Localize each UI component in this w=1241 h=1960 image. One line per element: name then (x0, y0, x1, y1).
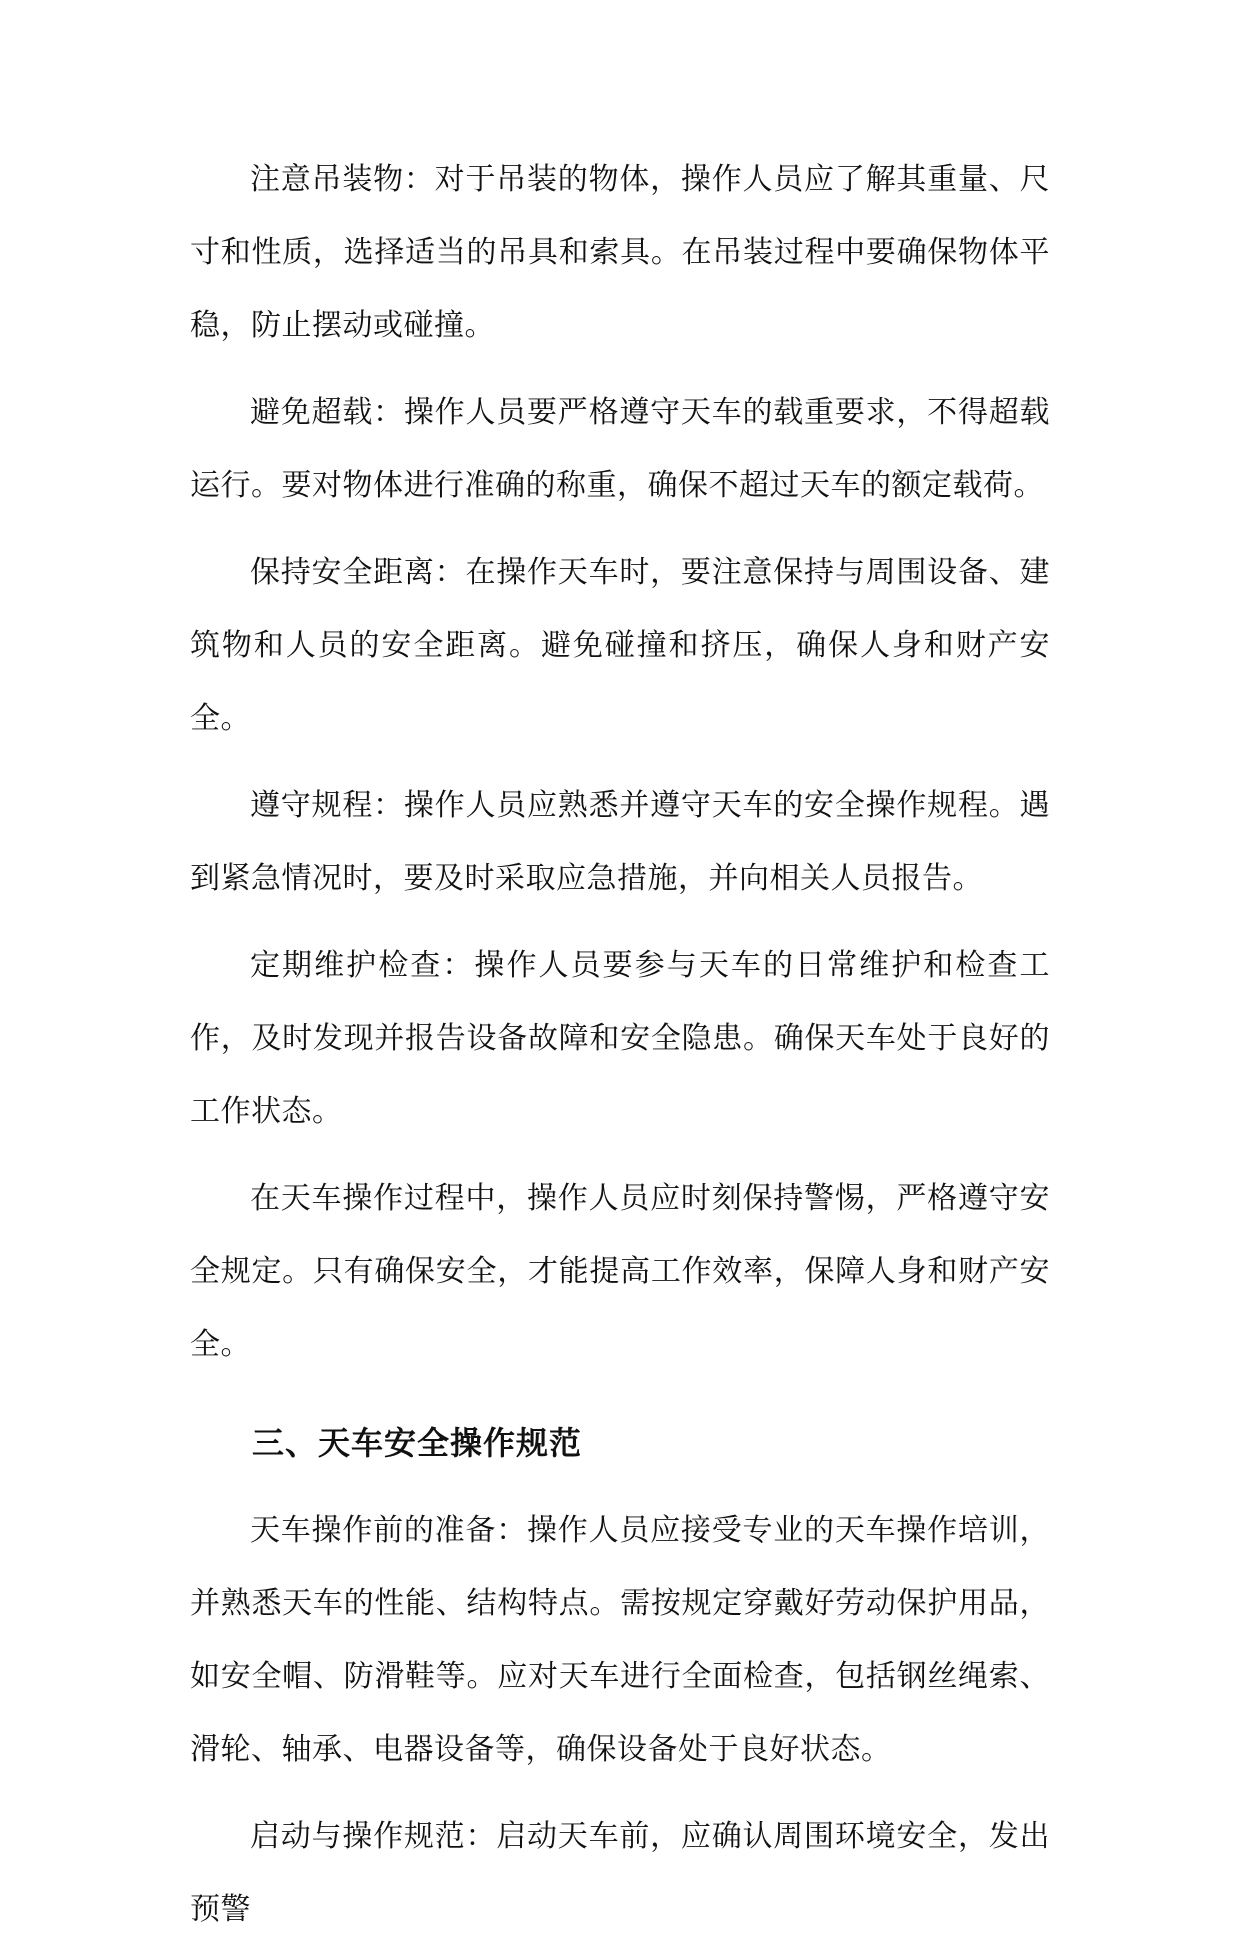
paragraph-avoid-overload: 避免超载：操作人员要严格遵守天车的载重要求，不得超载运行。要对物体进行准确的称重，确保不超过天车的额定载荷。 (190, 395, 1050, 503)
document-body (190, 143, 1050, 1960)
section-heading: 三、天车安全操作规范 (252, 1424, 583, 1462)
paragraph-summary: 在天车操作过程中，操作人员应时刻保持警惕，严格遵守安全规定。只有确保安全，才能提高工作效率，保障人身和财产安全。 (190, 1181, 1050, 1362)
paragraph-startup: 启动与操作规范：启动天车前，应确认周围环境安全，发出预警 (190, 1819, 1050, 1927)
paragraph-safe-distance: 保持安全距离：在操作天车时，要注意保持与周围设备、建筑物和人员的安全距离。避免碰撞和挤压，确保人身和财产安全。 (190, 555, 1050, 736)
paragraph-lifting-objects: 注意吊装物：对于吊装的物体，操作人员应了解其重量、尺寸和性质，选择适当的吊具和索具。在吊装过程中要确保物体平稳，防止摆动或碰撞。 (190, 162, 1050, 343)
paragraph-preparation: 天车操作前的准备：操作人员应接受专业的天车操作培训，并熟悉天车的性能、结构特点。需按规定穿戴好劳动保护用品，如安全帽、防滑鞋等。应对天车进行全面检查，包括钢丝绳索、滑轮、轴承、电器设备等，确保设备处于良好状态。 (190, 1513, 1050, 1767)
paragraph-maintenance: 定期维护检查：操作人员要参与天车的日常维护和检查工作，及时发现并报告设备故障和安全隐患。确保天车处于良好的工作状态。 (190, 948, 1050, 1129)
paragraph-follow-rules: 遵守规程：操作人员应熟悉并遵守天车的安全操作规程。遇到紧急情况时，要及时采取应急措施，并向相关人员报告。 (190, 788, 1050, 896)
